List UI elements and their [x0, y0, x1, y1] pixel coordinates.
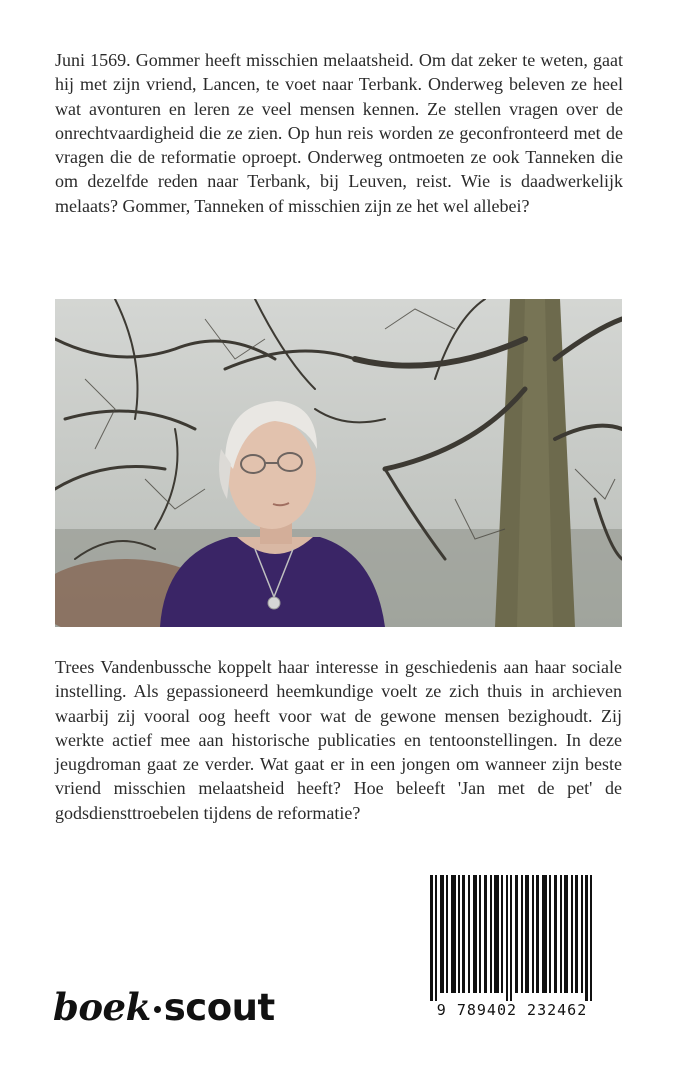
logo-dot-icon	[154, 1006, 161, 1013]
isbn-digits: 9 789402 232462	[436, 1001, 588, 1019]
author-photo	[55, 299, 622, 627]
publisher-logo-part1: boek	[53, 985, 151, 1029]
isbn-barcode	[413, 869, 611, 1025]
barcode-bars	[413, 869, 611, 1001]
blurb-text: Juni 1569. Gommer heeft misschien melaatsheid. Om dat zeker te weten, gaat hij met zijn vriend, Lancen, te voet naar Terbank. Onderweg beleven ze heel wat avonturen en leren ze veel mensen kennen. Ze stellen vragen over de onrechtvaardigheid die ze zien. Op hun reis worden ze geconfronteerd met de vragen die de reformatie oproept. Onderweg ontmoeten ze ook Tanneken die om dezelfde reden naar Terbank, bij Leuven, reist. Wie is daadwerkelijk melaats? Gommer, Tanneken of misschien zijn ze het wel allebei?	[55, 50, 623, 216]
publisher-logo	[53, 985, 275, 1029]
author-bio: Trees Vandenbussche koppelt haar interesse in geschiedenis aan haar sociale instelling. Als gepassioneerd heemkundige voelt ze zich thuis in archieven waarbij zij vooral oog heeft voor wat de gewone mensen bezighoudt. Zij werkte actief mee aan historische publicaties en tentoonstellingen. In deze jeugdroman gaat ze verder. Wat gaat er in een jongen om wanneer zijn beste vriend misschien melaatsheid heeft? Hoe beleeft 'Jan met de pet' de godsdiensttroebelen tijdens de reformatie?	[55, 657, 622, 823]
publisher-logo-part2: scout	[163, 986, 275, 1029]
